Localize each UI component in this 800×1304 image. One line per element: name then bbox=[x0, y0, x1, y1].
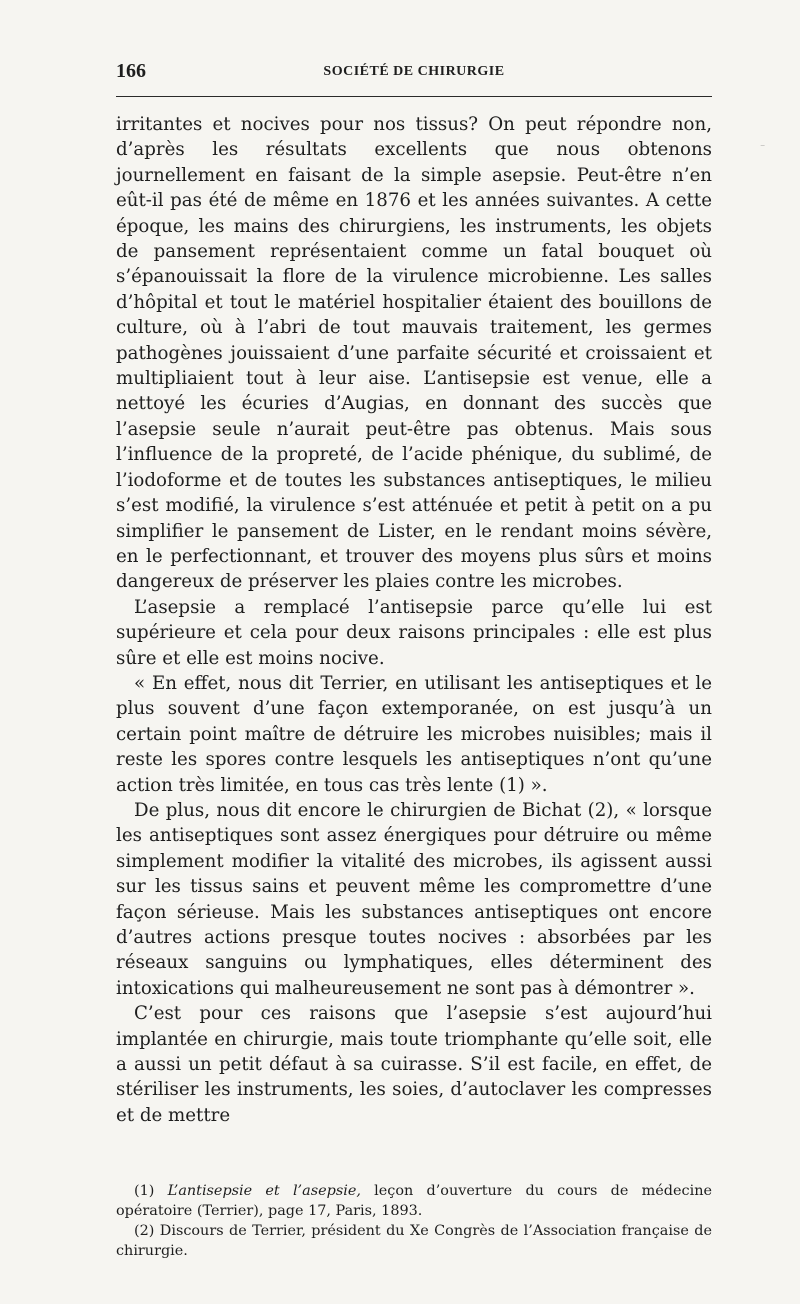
paragraph-2: L’asepsie a remplacé l’antisepsie parce qu’elle lui est supérieure et cela pour deux raisons principales : elle est plus sûre et elle est moins nocive. bbox=[116, 596, 712, 669]
footnote-1-title: L’antisepsie et l’asepsie, bbox=[167, 1183, 361, 1200]
page-header bbox=[116, 58, 712, 90]
body-text bbox=[116, 112, 712, 1128]
footnote-2: (2) Discours de Terrier, président du Xe Congrès de l’Association française de chirurgie. bbox=[116, 1222, 712, 1259]
paragraph-1: irritantes et nocives pour nos tissus? On peut répondre non, d’après les résultats excellents que nous obtenons journellement en faisant de la simple asepsie. Peut-être n’en eût-il pas été de même en 1876 et les années suivantes. A cette époque, les mains des chirurgiens, les instruments, les objets de pansement représentaient comme un fatal bouquet où s’épanouissait la flore de la virulence microbienne. Les salles d’hôpital et tout le matériel hospitalier étaient des bouillons de culture, où à l’abri de tout mauvais traitement, les germes pathogènes jouissaient d’une parfaite sécurité et croissaient et multipliaient tout à leur aise. L’antisepsie est venue, elle a nettoyé les écuries d’Augias, en donnant des succès que l’asepsie seule n’aurait peut-être pas obtenus. Mais sous l’influence de la propreté, de l’acide phénique, du sublimé, de l’iodoforme et de toutes les substances antiseptiques, le milieu s’est modifié, la virulence s’est atténuée et petit à petit on a pu simplifier le pansement de Lister, en le rendant moins sévère, en le perfectionnant, et trouver des moyens plus sûrs et moins dangereux de préserver les plaies contre les microbes. bbox=[116, 114, 712, 593]
paragraph-4: De plus, nous dit encore le chirurgien de Bichat (2), « lorsque les antiseptiques sont assez énergiques pour détruire ou même simplement modifier la vitalité des microbes, ils agissent aussi sur les tissus sains et peuvent même les compromettre d’une façon sérieuse. Mais les substances antiseptiques ont encore d’autres actions presque toutes nocives : absorbées par les réseaux sanguins ou lymphatiques, elles déterminent des intoxications qui malheureusement ne sont pas à démontrer ». bbox=[116, 799, 712, 999]
margin-speck: ⁻ bbox=[760, 143, 766, 154]
book-page bbox=[116, 58, 712, 1261]
header-rule bbox=[116, 96, 712, 97]
footnote-1-marker: (1) bbox=[134, 1183, 155, 1200]
footnote-1-text: leçon d’ouverture du cours de médecine opératoire (Terrier), page 17, Paris, 1893. bbox=[116, 1183, 712, 1220]
footnotes bbox=[116, 1182, 712, 1261]
running-title: SOCIÉTÉ DE CHIRURGIE bbox=[323, 64, 505, 79]
page-number: 166 bbox=[116, 60, 146, 82]
paragraph-3: « En effet, nous dit Terrier, en utilisant les antiseptiques et le plus souvent d’une façon extemporanée, on est jusqu’à un certain point maître de détruire les microbes nuisibles; mais il reste les spores contre lesquels les antiseptiques n’ont qu’une action très limitée, en tous cas très lente (1) ». bbox=[116, 672, 712, 796]
paragraph-5: C’est pour ces raisons que l’asepsie s’est aujourd’hui implantée en chirurgie, mais toute triomphante qu’elle soit, elle a aussi un petit défaut à sa cuirasse. S’il est facile, en effet, de stériliser les instruments, les soies, d’autoclaver les compresses et de mettre bbox=[116, 1003, 712, 1126]
footnote-1 bbox=[116, 1182, 712, 1222]
